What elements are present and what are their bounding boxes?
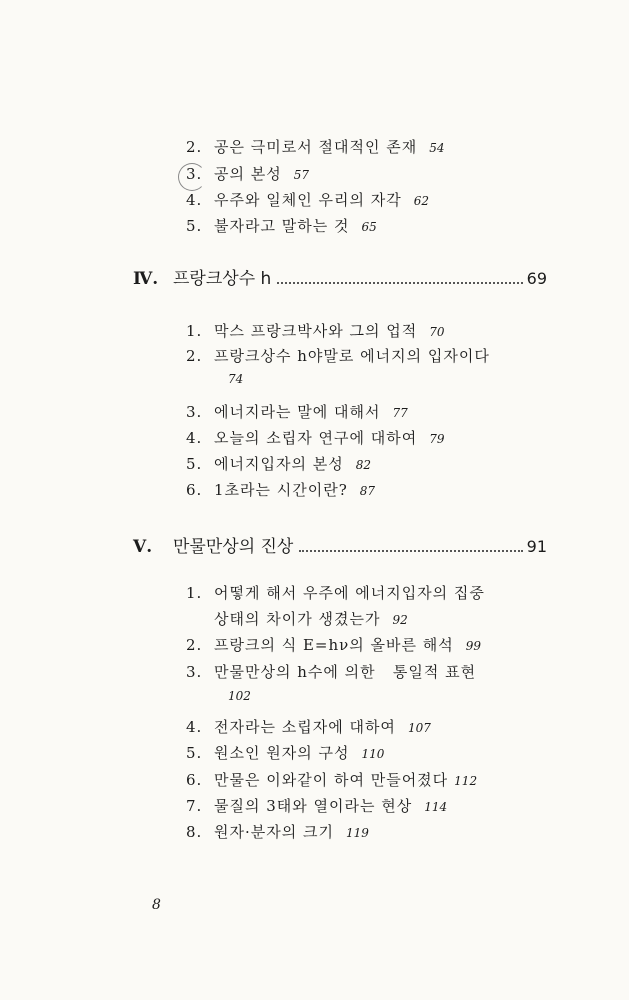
- toc-entry: [186, 769, 477, 790]
- section-title: 프랑크상수 h: [173, 269, 272, 289]
- section-heading-5: [133, 532, 547, 557]
- entry-page: 87: [359, 484, 376, 498]
- entry-page: 119: [345, 826, 369, 840]
- toc-entry: [186, 795, 447, 816]
- toc-entry: [186, 189, 429, 210]
- entry-number: 7.: [186, 797, 203, 815]
- toc-entry: [186, 453, 371, 474]
- entry-title: 공의 본성: [214, 165, 282, 183]
- entry-page: 54: [429, 141, 445, 155]
- entry-title: 프랑크의 식 E=hν의 올바른 해석: [214, 636, 454, 654]
- toc-entry: [186, 716, 431, 737]
- entry-number: 5.: [186, 217, 203, 235]
- entry-page: 65: [361, 220, 377, 234]
- toc-entry: [186, 821, 369, 842]
- entry-number: 5.: [186, 455, 203, 473]
- toc-entry: [186, 320, 444, 341]
- entry-number: 1.: [186, 322, 203, 340]
- dot-leader: [277, 282, 522, 284]
- section-roman-numeral: Ⅳ.: [133, 269, 159, 289]
- toc-entry: [186, 661, 476, 682]
- entry-title: 에너지라는 말에 대해서: [214, 403, 381, 421]
- entry-page: 102: [228, 689, 251, 703]
- toc-entry: [186, 215, 377, 236]
- entry-page: 70: [429, 325, 445, 339]
- entry-page: 99: [465, 639, 482, 653]
- entry-number: 4.: [186, 191, 203, 209]
- page-number: 8: [152, 897, 161, 913]
- entry-title: 만물만상의 h수에 의한 통일적 표현: [214, 663, 477, 681]
- toc-entry: [186, 634, 481, 655]
- toc-entry: [186, 427, 444, 448]
- entry-title: 에너지입자의 본성: [214, 455, 344, 473]
- toc-entry: [186, 401, 408, 422]
- toc-entry: [186, 345, 490, 366]
- toc-entry: [186, 479, 375, 500]
- section-page: 69: [526, 269, 547, 288]
- entry-page: 114: [424, 800, 448, 814]
- entry-title: 만물은 이와같이 하여 만들어졌다: [214, 771, 449, 789]
- entry-page: 107: [407, 721, 431, 735]
- entry-title: 오늘의 소립자 연구에 대하여: [214, 429, 418, 447]
- entry-number: 2.: [186, 347, 203, 365]
- entry-number: 6.: [186, 481, 203, 499]
- entry-number: 3.: [186, 403, 203, 421]
- entry-number: 4.: [186, 429, 203, 447]
- entry-title-continued: 상태의 차이가 생겼는가: [214, 610, 381, 628]
- entry-number: 1.: [186, 584, 203, 602]
- entry-page: 77: [392, 406, 408, 420]
- entry-title: 원자·분자의 크기: [214, 823, 334, 841]
- toc-entry-continuation: [214, 608, 408, 629]
- entry-number: 8.: [186, 823, 203, 841]
- entry-title: 물질의 3태와 열이라는 현상: [214, 797, 413, 815]
- section-roman-numeral: Ⅴ.: [133, 537, 153, 557]
- entry-title: 1초라는 시간이란?: [214, 481, 348, 499]
- entry-title: 불자라고 말하는 것: [214, 217, 350, 235]
- entry-number: 2.: [186, 138, 203, 156]
- entry-title: 어떻게 해서 우주에 에너지입자의 집중: [214, 584, 485, 602]
- section-heading-4: [133, 264, 547, 289]
- toc-entry: [186, 136, 444, 157]
- entry-page: 112: [454, 774, 478, 788]
- entry-number: 3.: [186, 165, 203, 183]
- section-page: 91: [526, 537, 547, 556]
- entry-title: 우주와 일체인 우리의 자각: [214, 191, 402, 209]
- entry-page: 79: [429, 432, 445, 446]
- entry-number: 4.: [186, 718, 203, 736]
- entry-page: 110: [361, 747, 385, 761]
- entry-title: 원소인 원자의 구성: [214, 744, 350, 762]
- entry-page: 82: [355, 458, 371, 472]
- entry-number: 5.: [186, 744, 203, 762]
- entry-title: 프랑크상수 h야말로 에너지의 입자이다: [214, 347, 490, 365]
- entry-title: 공은 극미로서 절대적인 존재: [214, 138, 418, 156]
- toc-entry: [186, 163, 309, 184]
- entry-title: 막스 프랑크박사와 그의 업적: [214, 322, 418, 340]
- toc-entry: [186, 582, 485, 603]
- entry-number: 2.: [186, 636, 203, 654]
- entry-title: 전자라는 소립자에 대하여: [214, 718, 396, 736]
- dot-leader: [299, 550, 522, 552]
- entry-page: 92: [392, 613, 408, 627]
- entry-number: 6.: [186, 771, 203, 789]
- entry-page: 62: [413, 194, 429, 208]
- entry-number: 3.: [186, 663, 203, 681]
- toc-entry: [186, 742, 384, 763]
- section-title: 만물만상의 진상: [173, 537, 294, 557]
- entry-page: 57: [293, 168, 310, 182]
- entry-page: 74: [228, 372, 244, 386]
